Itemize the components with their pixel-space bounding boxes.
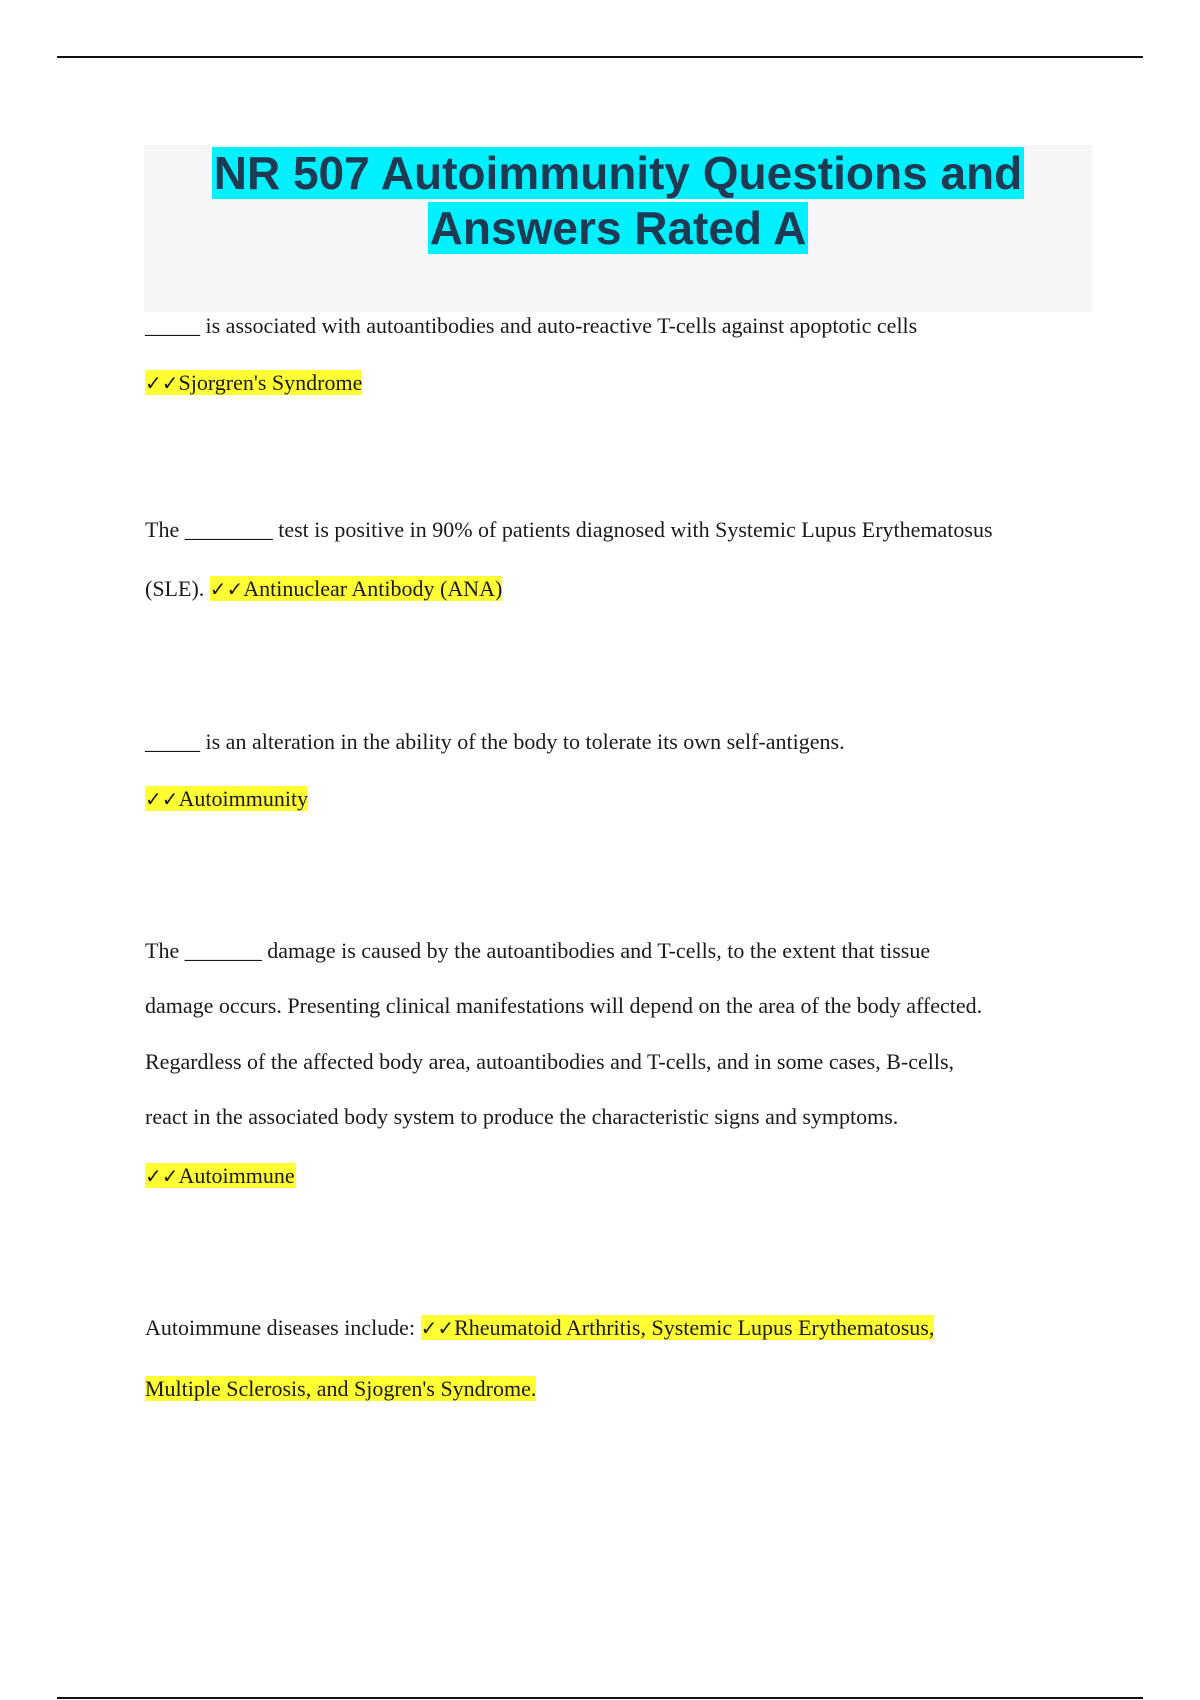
question-2-text-1: The ________ test is positive in 90% of patients diagnosed with Systemic Lupus Erythematosus: [145, 517, 993, 542]
answer-2-highlight: [210, 576, 503, 601]
question-4-text-4: react in the associated body system to produce the characteristic signs and symptoms.: [145, 1104, 899, 1129]
title-line-2: Answers Rated A: [429, 202, 807, 254]
check-icon: ✓✓: [145, 1164, 179, 1188]
answer-3: [145, 771, 1085, 827]
question-4-text-3: Regardless of the affected body area, autoantibodies and T-cells, and in some cases, B-cells,: [145, 1049, 955, 1074]
answer-5-text-2: Multiple Sclerosis, and Sjogren's Syndrome.: [145, 1376, 537, 1401]
top-rule: [57, 56, 1143, 58]
answer-4-text: Autoimmune: [178, 1163, 295, 1188]
answer-5-text-1: Rheumatoid Arthritis, Systemic Lupus Erythematosus,: [454, 1315, 935, 1340]
answer-4-highlight: [145, 1163, 295, 1188]
answer-1-text: Sjorgren's Syndrome: [178, 370, 363, 395]
question-4-line-2: [145, 978, 1085, 1034]
question-4-line-4: [145, 1089, 1085, 1145]
answer-5-line-2: [145, 1361, 1085, 1417]
answer-2-text: Antinuclear Antibody (ANA): [243, 576, 503, 601]
bottom-rule: [57, 1697, 1143, 1699]
answer-4: [145, 1148, 1085, 1204]
question-4-text-1: The _______ damage is caused by the autoantibodies and T-cells, to the extent that tissue: [145, 938, 931, 963]
question-4-text-2: damage occurs. Presenting clinical manifestations will depend on the area of the body affected.: [145, 993, 983, 1018]
answer-1: [145, 355, 1085, 411]
answer-3-highlight: [145, 786, 308, 811]
check-icon: ✓✓: [209, 577, 244, 601]
question-3: [145, 714, 1085, 770]
question-4-line-1: [145, 923, 1085, 979]
check-icon: ✓✓: [420, 1316, 455, 1340]
question-3-text: _____ is an alteration in the ability of the body to tolerate its own self-antigens.: [145, 729, 845, 754]
question-5-line-1: [145, 1300, 1085, 1356]
question-2-line-2: [145, 561, 1085, 617]
answer-3-text: Autoimmunity: [178, 786, 309, 811]
question-5-text: Autoimmune diseases include:: [145, 1315, 416, 1340]
answer-5-highlight-2: [145, 1376, 536, 1401]
question-1: [145, 298, 1085, 354]
document-title: [144, 146, 1092, 256]
title-line-1: NR 507 Autoimmunity Questions and: [213, 147, 1023, 199]
question-4-line-3: [145, 1034, 1085, 1090]
check-icon: ✓✓: [145, 787, 179, 811]
check-icon: ✓✓: [145, 371, 179, 395]
question-1-text: _____ is associated with autoantibodies and auto-reactive T-cells against apoptotic cells: [145, 313, 918, 338]
question-2-line-1: [145, 502, 1085, 558]
question-2-text-2: (SLE).: [145, 576, 205, 601]
answer-5-highlight-1: [421, 1315, 935, 1340]
answer-1-highlight: [145, 370, 362, 395]
